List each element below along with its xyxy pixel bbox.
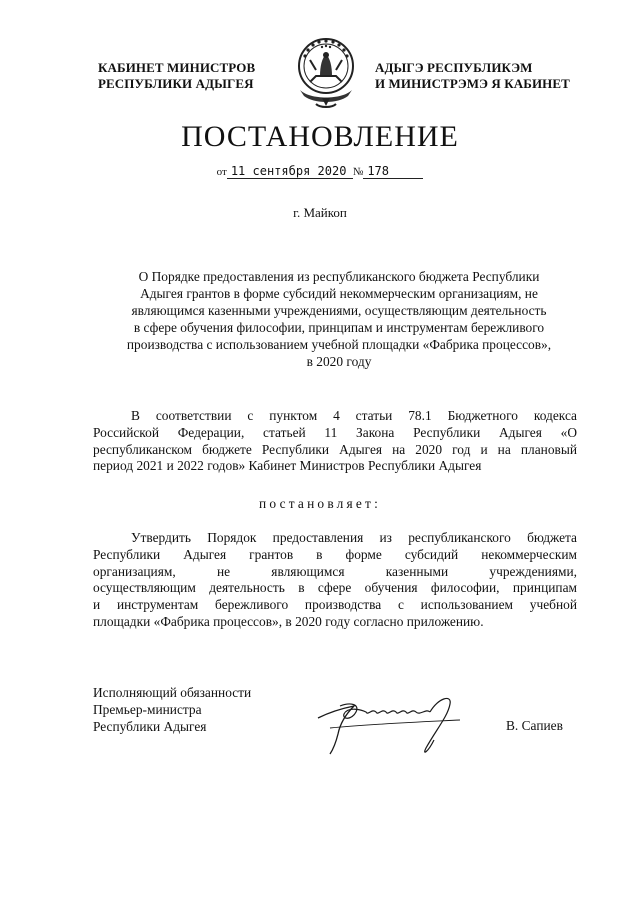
resolves-word: постановляет:	[258, 496, 382, 511]
issuer-right-line1: АДЫГЭ РЕСПУБЛИКЭМ	[375, 60, 533, 75]
issuer-right-line2: И МИНИСТРЭМЭ Я КАБИНЕТ	[375, 76, 570, 91]
subject-line: являющимся казенными учреждениями, осуществляющим деятельность	[131, 303, 547, 318]
signatory-line1: Исполняющий обязанности	[93, 685, 252, 700]
date-line	[0, 164, 640, 179]
document-title: ПОСТАНОВЛЕНИЕ	[181, 120, 459, 153]
paragraph-line: период 2021 и 2022 годов» Кабинет Министров Республики Адыгея	[93, 458, 482, 474]
signatory-line2: Премьер-министра	[93, 702, 202, 718]
subject-line: производства с использованием учебной площадки «Фабрика процессов»,	[126, 337, 552, 352]
paragraph-line: организациям, не являющимся казенными учреждениями,	[93, 563, 577, 579]
signatory-name: В. Сапиев	[506, 718, 563, 733]
document-subject	[104, 268, 574, 370]
subject-line: О Порядке предоставления из республиканского бюджета Республики	[138, 269, 540, 284]
paragraph-line: Российской Федерации, статьей 11 Закона Республики Адыгея «О	[93, 424, 577, 440]
document-date: 11 сентября 2020	[227, 164, 353, 179]
subject-line: Адыгея грантов в форме субсидий некоммерческим организациям, не	[140, 286, 538, 301]
signatory-line3: Республики Адыгея	[93, 719, 207, 735]
resolution-paragraph	[93, 530, 577, 631]
handwritten-signature	[310, 690, 470, 760]
subject-line: в сфере обучения философии, принципам и инструментам бережливого	[133, 320, 545, 335]
signatory-title	[93, 684, 251, 736]
paragraph-line: Утвердить Порядок предоставления из республиканского бюджета	[131, 530, 577, 545]
subject-line: в 2020 году	[306, 354, 372, 369]
date-prefix: от	[216, 166, 227, 178]
issuer-left-line1: КАБИНЕТ МИНИСТРОВ	[98, 60, 256, 75]
issuer-right	[375, 60, 590, 92]
city: г. Майкоп	[293, 205, 347, 220]
number-prefix: №	[352, 166, 364, 178]
document-number: 178	[363, 164, 423, 179]
paragraph-line: республиканском бюджете Республики Адыгея на 2020 год и на плановый	[93, 441, 577, 457]
issuer-left-line2: РЕСПУБЛИКИ АДЫГЕЯ	[98, 76, 254, 91]
paragraph-line: площадки «Фабрика процессов», в 2020 году согласно приложению.	[93, 613, 484, 629]
issuer-left	[98, 60, 278, 92]
paragraph-line: осуществляющим деятельность в сфере обучения философии, принципам	[93, 580, 577, 596]
paragraph-line: В соответствии с пунктом 4 статьи 78.1 Бюджетного кодекса	[131, 408, 577, 423]
paragraph-line: и инструментам бережливого производства с использованием учебной	[93, 597, 577, 613]
preamble-paragraph	[93, 408, 577, 475]
adygea-coat-of-arms-icon	[286, 30, 366, 112]
paragraph-line: Республики Адыгея грантов в форме субсидий некоммерческим	[93, 546, 577, 562]
